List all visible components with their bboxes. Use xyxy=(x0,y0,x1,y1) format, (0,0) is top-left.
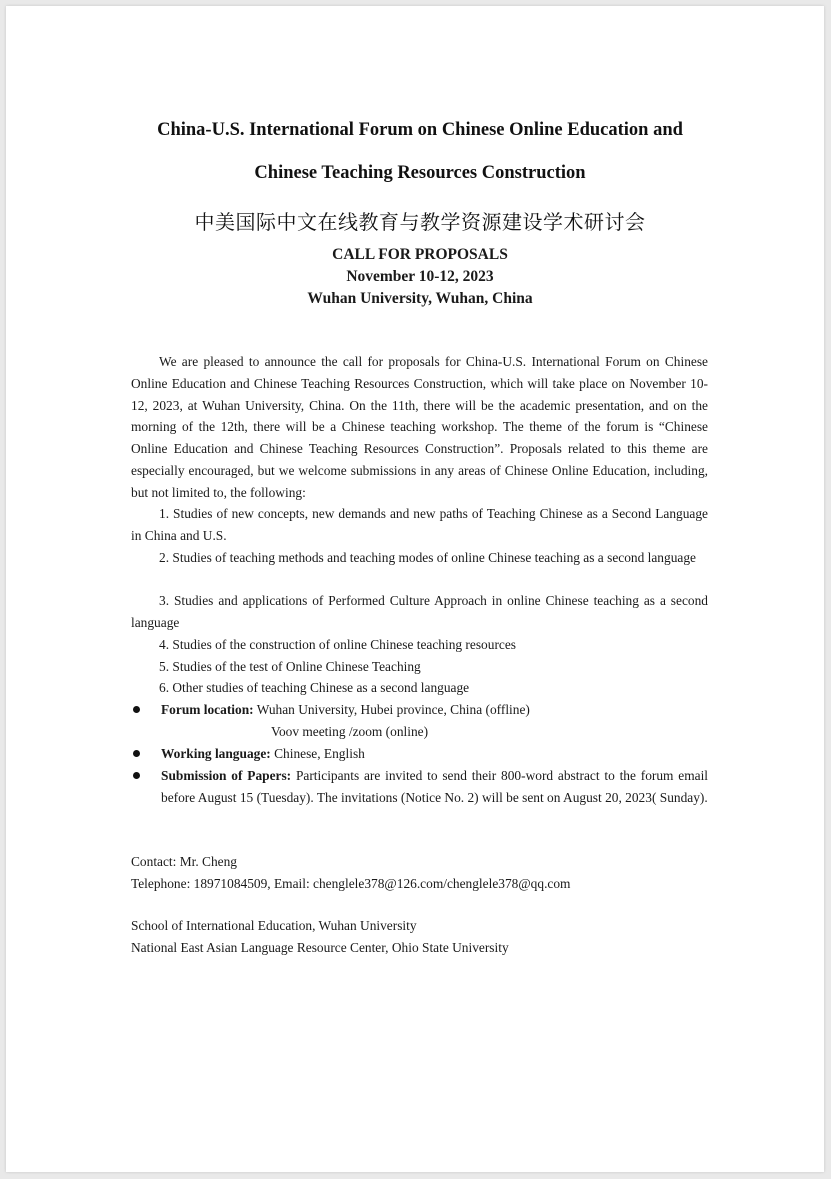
topic-item-4: 4. Studies of the construction of online Chinese teaching resources xyxy=(159,637,516,652)
forum-location-text xyxy=(161,699,708,721)
topic-item-3: 3. Studies and applications of Performed Culture Approach in online Chinese teaching as a second language xyxy=(131,593,708,630)
bullet-working-language xyxy=(131,743,708,765)
forum-location-online: Voov meeting /zoom (online) xyxy=(271,724,429,739)
submission-label: Submission of Papers: xyxy=(161,768,292,783)
topic-item-6: 6. Other studies of teaching Chinese as a second language xyxy=(159,680,470,695)
working-language-label: Working language: xyxy=(161,746,271,761)
bullet-submission xyxy=(131,765,708,831)
bullet-dot-icon xyxy=(133,750,140,757)
working-language-text xyxy=(161,743,708,765)
forum-location-label: Forum location: xyxy=(161,702,254,717)
organizer-1: School of International Education, Wuhan University xyxy=(131,918,417,933)
event-venue: Wuhan University, Wuhan, China xyxy=(307,290,533,307)
bullet-forum-location xyxy=(131,699,708,743)
topic-item-1: 1. Studies of new concepts, new demands and new paths of Teaching Chinese as a Second Language in China and U.S. xyxy=(131,506,708,543)
title-line-1: China-U.S. International Forum on Chinese Online Education and xyxy=(157,120,683,140)
call-for-proposals-heading: CALL FOR PROPOSALS xyxy=(332,246,508,263)
event-dates: November 10-12, 2023 xyxy=(346,268,494,285)
forum-location-offline: Wuhan University, Hubei province, China (offline) xyxy=(253,702,530,717)
bullet-dot-icon xyxy=(133,706,140,713)
topic-item-2: 2. Studies of teaching methods and teaching modes of online Chinese teaching as a second language xyxy=(159,550,696,565)
topic-item-5: 5. Studies of the test of Online Chinese Teaching xyxy=(159,659,421,674)
intro-paragraph: We are pleased to announce the call for proposals for China-U.S. International Forum on Chinese Online Education and Chinese Teaching Resources Construction, which will take place on November 10-12, 2023, at Wuhan University, China. On the 11th, there will be the academic presentation, and on the morning of the 12th, there will be a Chinese teaching workshop. The theme of the forum is “Chinese Online Education and Chinese Teaching Resources Construction”. Proposals related to this theme are especially encouraged, but we welcome submissions in any areas of Chinese Online Education, including, but not limited to, the following: xyxy=(131,354,708,500)
title-chinese: 中美国际中文在线教育与教学资源建设学术研讨会 xyxy=(194,210,646,234)
bullet-dot-icon xyxy=(133,772,140,779)
organizer-2: National East Asian Language Resource Center, Ohio State University xyxy=(131,940,509,955)
title-line-2: Chinese Teaching Resources Construction xyxy=(254,163,586,183)
submission-value: Participants are invited to send their 800-word abstract to the forum email before August 15 (Tuesday). The invitations (Notice No. 2) will be sent on August 20, 2023( Sunday). xyxy=(161,768,709,805)
submission-text xyxy=(161,765,708,809)
contact-phone-email: Telephone: 18971084509, Email: chenglele378@126.com/chenglele378@qq.com xyxy=(131,876,571,891)
contact-name: Contact: Mr. Cheng xyxy=(131,854,237,869)
document-page xyxy=(6,6,824,1172)
working-language-value: Chinese, English xyxy=(270,746,365,761)
